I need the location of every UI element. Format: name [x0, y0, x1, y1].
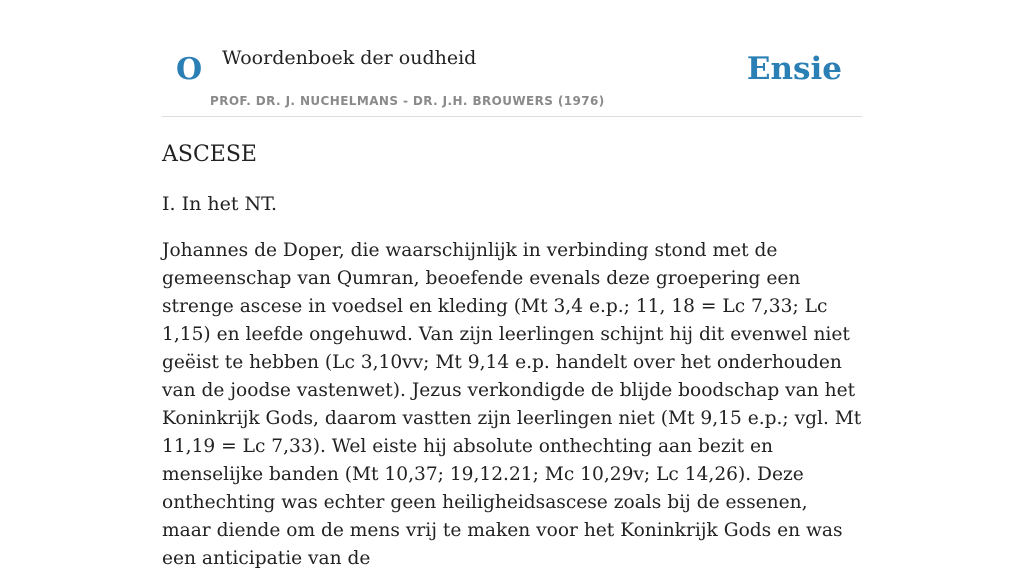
entry-title: ASCESE	[162, 142, 257, 167]
article	[162, 140, 862, 573]
source-authors: PROF. DR. J. NUCHELMANS - DR. J.H. BROUWERS (1976)	[210, 94, 605, 108]
source-title: Woordenboek der oudheid	[222, 47, 477, 69]
index-letter: O	[176, 52, 203, 87]
article-body: Johannes de Doper, die waarschijnlijk in verbinding stond met de gemeenschap van Qumran, beoefende evenals deze groepering een strenge ascese in voedsel en kleding (Mt 3,4 e.p.; 11, 18 = Lc 7,33; Lc 1,15) en leefde ongehuwd. Van zijn leerlingen schijnt hij dit evenwel niet geëist te hebben (Lc 3,10vv; Mt 9,14 e.p. handelt over het onderhouden van de joodse vastenwet). Jezus verkondigde de blijde boodschap van het Koninkrijk Gods, daarom vastten zijn leerlingen niet (Mt 9,15 e.p.; vgl. Mt 11,19 = Lc 7,33). Wel eiste hij absolute onthechting aan bezit en menselijke banden (Mt 10,37; 19,12.21; Mc 10,29v; Lc 14,26). Deze onthechting was echter geen heiligheidsascese zoals bij de essenen, maar diende om de mens vrij te maken voor het Koninkrijk Gods en was een anticipatie van de	[162, 240, 862, 569]
section-heading: I. In het NT.	[162, 193, 278, 215]
header	[162, 0, 862, 117]
brand-logo-link[interactable]: Ensie	[746, 51, 842, 87]
